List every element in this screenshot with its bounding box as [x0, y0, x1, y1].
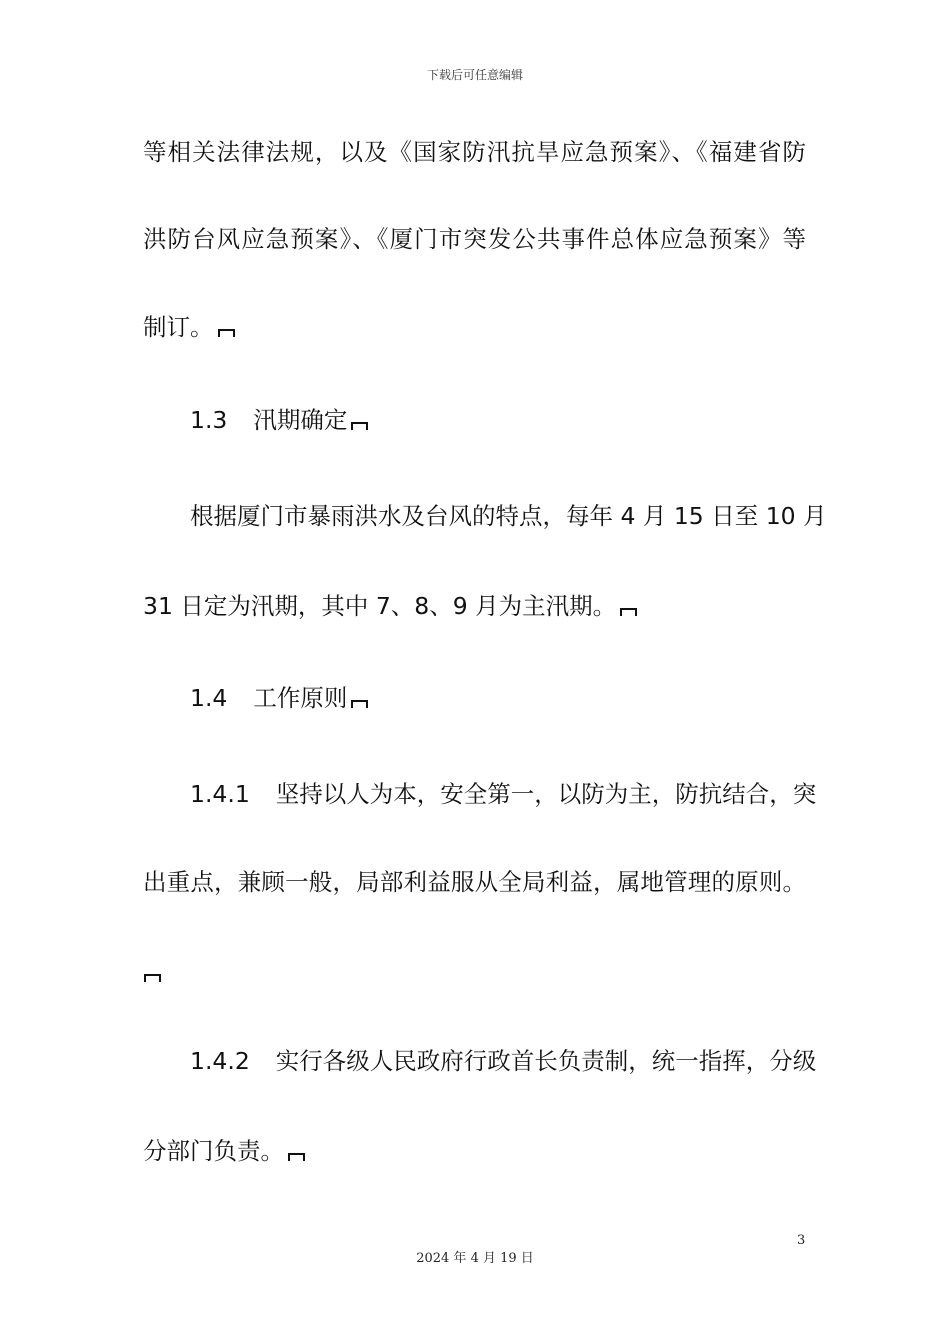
body-line-3-text: 制订。	[143, 313, 214, 341]
paragraph-mark-icon	[351, 422, 368, 430]
section-title: 汛期确定	[253, 406, 348, 434]
item-1-4-2-line-1	[190, 1045, 817, 1077]
paragraph-mark-icon	[218, 329, 235, 337]
item-number: 1.4.1	[190, 780, 250, 808]
item-1-4-1-line-2: 出重点，兼顾一般，局部利益服从全局利益，属地管理的原则。	[143, 868, 806, 896]
paragraph-mark-icon	[351, 700, 368, 708]
item-1-4-1-end	[140, 956, 161, 988]
item-1-4-2-line-2-text: 分部门负责。	[143, 1137, 284, 1165]
paragraph-mark-icon	[288, 1153, 305, 1161]
body-line-1: 等相关法律法规，以及《国家防汛抗旱应急预案》、《福建省防	[143, 138, 806, 166]
para-1-3-line-2-text: 31 日定为汛期，其中 7、8、9 月为主汛期。	[143, 592, 617, 620]
para-1-3-line-1: 根据厦门市暴雨洪水及台风的特点，每年 4 月 15 日至 10 月	[190, 502, 827, 530]
header-note: 下载后可任意编辑	[426, 68, 523, 82]
item-1-4-2-line-2	[143, 1135, 305, 1167]
body-line-3	[143, 311, 235, 343]
page-number: 3	[797, 1233, 806, 1248]
item-text: 坚持以人为本，安全第一，以防为主，防抗结合，突	[275, 780, 817, 808]
paragraph-mark-icon	[144, 974, 161, 982]
section-number: 1.3	[190, 406, 228, 434]
para-1-3-line-2	[143, 590, 637, 622]
item-number: 1.4.2	[190, 1047, 250, 1075]
footer-date: 2024 年 4 月 19 日	[416, 1251, 534, 1266]
section-heading-1-3	[190, 404, 368, 436]
section-title: 工作原则	[253, 684, 348, 712]
item-1-4-1-line-1	[190, 778, 817, 810]
section-number: 1.4	[190, 684, 228, 712]
body-line-2: 洪防台风应急预案》、《厦门市突发公共事件总体应急预案》等	[143, 225, 806, 253]
paragraph-mark-icon	[620, 608, 637, 616]
section-heading-1-4	[190, 682, 368, 714]
item-text: 实行各级人民政府行政首长负责制，统一指挥，分级	[275, 1047, 817, 1075]
